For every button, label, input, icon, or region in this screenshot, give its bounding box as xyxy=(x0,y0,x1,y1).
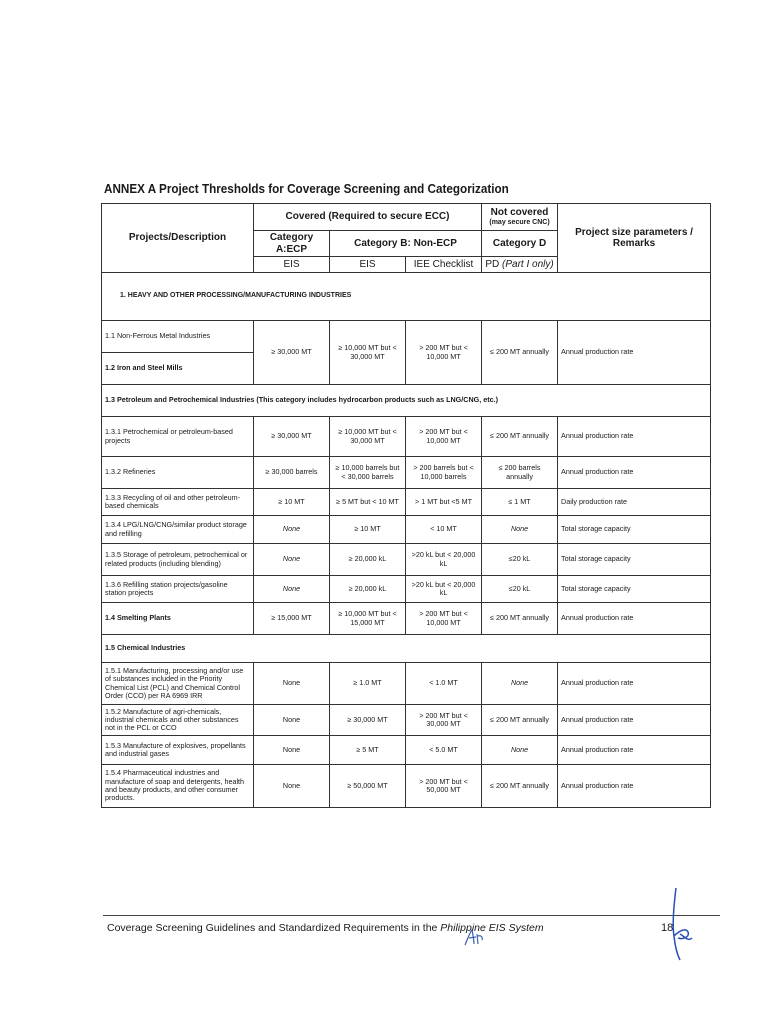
row-remarks: Total storage capacity xyxy=(558,516,711,544)
row-eis-b: ≥ 1.0 MT xyxy=(330,663,406,705)
row-pd: ≤ 200 MT annually xyxy=(482,765,558,808)
row-desc: 1.3.2 Refineries xyxy=(102,457,254,489)
header-category-d: Category D xyxy=(482,231,558,257)
row-iee: > 200 barrels but < 10,000 barrels xyxy=(406,457,482,489)
row-remarks: Annual production rate xyxy=(558,417,711,457)
row-remarks: Total storage capacity xyxy=(558,544,711,576)
table-row xyxy=(102,576,711,603)
row-pd: None xyxy=(482,516,558,544)
row-eis-a: ≥ 30,000 MT xyxy=(254,417,330,457)
header-not-covered xyxy=(482,204,558,231)
row-pd: None xyxy=(482,736,558,765)
row-eis-a: ≥ 10 MT xyxy=(254,489,330,516)
subsection-petroleum: 1.3 Petroleum and Petrochemical Industries (This category includes hydrocarbon products such as LNG/CNG, etc.) xyxy=(102,385,711,417)
footer-text-plain: Coverage Screening Guidelines and Standardized Requirements in the xyxy=(107,922,441,934)
row-eis-a: None xyxy=(254,663,330,705)
header-category-b: Category B: Non-ECP xyxy=(330,231,482,257)
subsection-row xyxy=(102,385,711,417)
threshold-table xyxy=(101,203,711,808)
header-pd-note: (Part I only) xyxy=(502,258,554,270)
table-row xyxy=(102,705,711,736)
section-heavy-industries: 1. HEAVY AND OTHER PROCESSING/MANUFACTURING INDUSTRIES xyxy=(102,273,711,321)
initials-mark xyxy=(462,926,486,948)
table-row xyxy=(102,663,711,705)
row-eis-a: None xyxy=(254,544,330,576)
row-desc: 1.5.3 Manufacture of explosives, propellants and industrial gases xyxy=(102,736,254,765)
row-desc: 1.4 Smelting Plants xyxy=(102,603,254,635)
row-eis-b: ≥ 20,000 kL xyxy=(330,576,406,603)
row-eis-a: None xyxy=(254,516,330,544)
signature-stroke xyxy=(673,888,692,960)
row-remarks: Total storage capacity xyxy=(558,576,711,603)
row-eis-b: ≥ 50,000 MT xyxy=(330,765,406,808)
row-remarks: Annual production rate xyxy=(558,663,711,705)
row-iee: < 5.0 MT xyxy=(406,736,482,765)
row-iee: > 200 MT but < 10,000 MT xyxy=(406,417,482,457)
row-remarks: Annual production rate xyxy=(558,457,711,489)
header-covered: Covered (Required to secure ECC) xyxy=(254,204,482,231)
header-row-1 xyxy=(102,204,711,231)
row-desc: 1.3.4 LPG/LNG/CNG/similar product storage and refilling xyxy=(102,516,254,544)
row-pd: ≤ 200 MT annually xyxy=(482,603,558,635)
row-eis-a: None xyxy=(254,705,330,736)
row-eis-a: ≥ 15,000 MT xyxy=(254,603,330,635)
footer-divider xyxy=(103,915,720,916)
table-row xyxy=(102,736,711,765)
row-remarks: Annual production rate xyxy=(558,321,711,385)
header-category-a: Category A:ECP xyxy=(254,231,330,257)
row-remarks: Annual production rate xyxy=(558,736,711,765)
row-iee: < 1.0 MT xyxy=(406,663,482,705)
signature-mark xyxy=(662,884,696,964)
header-not-covered-label: Not covered xyxy=(490,207,549,219)
row-eis-a: ≥ 30,000 MT xyxy=(254,321,330,385)
row-iee: > 1 MT but <5 MT xyxy=(406,489,482,516)
row-desc: 1.5.1 Manufacturing, processing and/or use of substances included in the Priority Chemical List (PCL) and Chemical Control Order (CCO) per RA 6969 IRR xyxy=(102,663,254,705)
row-iee: > 200 MT but < 10,000 MT xyxy=(406,603,482,635)
row-eis-b: ≥ 30,000 MT xyxy=(330,705,406,736)
row-pd: ≤ 200 MT annually xyxy=(482,705,558,736)
header-eis-b: EIS xyxy=(330,257,406,273)
row-iee: > 200 MT but < 30,000 MT xyxy=(406,705,482,736)
header-not-covered-note: (may secure CNC) xyxy=(489,218,550,226)
row-eis-b: ≥ 10,000 MT but < 30,000 MT xyxy=(330,417,406,457)
table-row xyxy=(102,603,711,635)
table-row xyxy=(102,321,711,353)
row-desc: 1.5.4 Pharmaceutical industries and manufacture of soap and detergents, health and beauty products, and other consumer products. xyxy=(102,765,254,808)
table-row xyxy=(102,765,711,808)
row-eis-b: ≥ 5 MT but < 10 MT xyxy=(330,489,406,516)
row-eis-b: ≥ 20,000 kL xyxy=(330,544,406,576)
row-desc: 1.3.1 Petrochemical or petroleum-based projects xyxy=(102,417,254,457)
header-iee-checklist: IEE Checklist xyxy=(406,257,482,273)
page-number: 18 xyxy=(661,922,674,934)
row-eis-b: ≥ 5 MT xyxy=(330,736,406,765)
row-iee: > 200 MT but < 50,000 MT xyxy=(406,765,482,808)
table-row xyxy=(102,544,711,576)
row-remarks: Annual production rate xyxy=(558,603,711,635)
header-eis-a: EIS xyxy=(254,257,330,273)
table-row xyxy=(102,489,711,516)
row-pd: ≤ 200 MT annually xyxy=(482,417,558,457)
header-remarks: Project size parameters / Remarks xyxy=(558,204,711,273)
row-desc: 1.2 Iron and Steel Mills xyxy=(102,353,254,385)
row-pd: ≤ 200 MT annually xyxy=(482,321,558,385)
row-iee: > 200 MT but < 10,000 MT xyxy=(406,321,482,385)
row-eis-b: ≥ 10,000 MT but < 30,000 MT xyxy=(330,321,406,385)
row-pd: ≤ 200 barrels annually xyxy=(482,457,558,489)
row-eis-a: None xyxy=(254,736,330,765)
table-row xyxy=(102,516,711,544)
row-iee: >20 kL but < 20,000 kL xyxy=(406,544,482,576)
row-iee: >20 kL but < 20,000 kL xyxy=(406,576,482,603)
subsection-chemical: 1.5 Chemical Industries xyxy=(102,635,711,663)
row-pd: None xyxy=(482,663,558,705)
row-desc: 1.5.2 Manufacture of agri-chemicals, industrial chemicals and other substances not in the PCL or CCO xyxy=(102,705,254,736)
row-remarks: Annual production rate xyxy=(558,765,711,808)
row-pd: ≤20 kL xyxy=(482,544,558,576)
row-desc: 1.1 Non-Ferrous Metal Industries xyxy=(102,321,254,353)
row-remarks: Daily production rate xyxy=(558,489,711,516)
header-projects-description: Projects/Description xyxy=(102,204,254,273)
row-desc: 1.3.5 Storage of petroleum, petrochemical or related products (including blending) xyxy=(102,544,254,576)
row-remarks: Annual production rate xyxy=(558,705,711,736)
header-pd-label: PD xyxy=(485,258,503,270)
header-pd xyxy=(482,257,558,273)
row-eis-b: ≥ 10,000 barrels but < 30,000 barrels xyxy=(330,457,406,489)
table-row xyxy=(102,417,711,457)
row-eis-a: None xyxy=(254,576,330,603)
row-pd: ≤ 1 MT xyxy=(482,489,558,516)
initials-stroke xyxy=(465,930,482,945)
row-eis-a: ≥ 30,000 barrels xyxy=(254,457,330,489)
row-eis-a: None xyxy=(254,765,330,808)
section-row xyxy=(102,273,711,321)
table-row xyxy=(102,457,711,489)
footer-text-italic: Philippine EIS System xyxy=(440,922,544,934)
row-eis-b: ≥ 10 MT xyxy=(330,516,406,544)
row-desc: 1.3.6 Refilling station projects/gasoline station projects xyxy=(102,576,254,603)
row-eis-b: ≥ 10,000 MT but < 15,000 MT xyxy=(330,603,406,635)
row-desc: 1.3.3 Recycling of oil and other petroleum-based chemicals xyxy=(102,489,254,516)
row-iee: < 10 MT xyxy=(406,516,482,544)
annex-title: ANNEX A Project Thresholds for Coverage Screening and Categorization xyxy=(104,181,509,196)
subsection-row xyxy=(102,635,711,663)
row-pd: ≤20 kL xyxy=(482,576,558,603)
